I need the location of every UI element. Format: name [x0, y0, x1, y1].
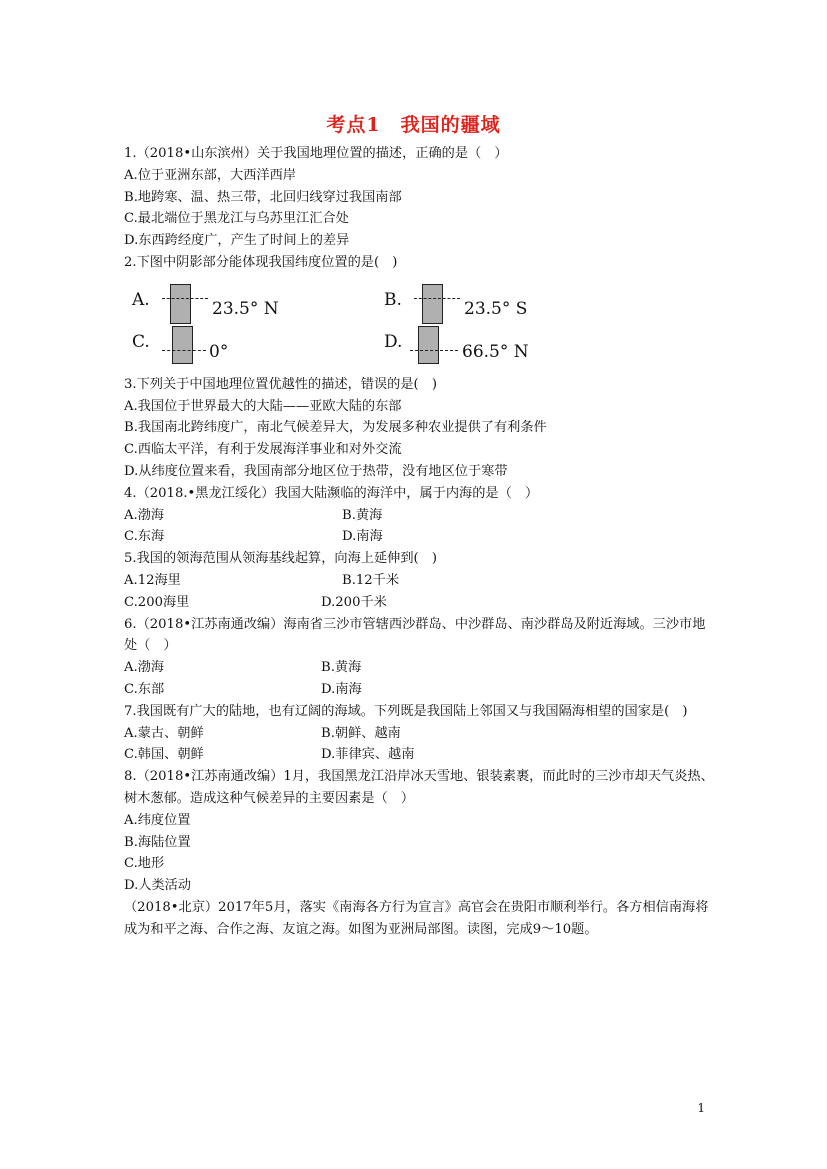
figure-a-latitude-line: [162, 298, 208, 299]
figure-option-c: [132, 326, 382, 376]
question-6-option-b: B.黄海: [321, 660, 362, 676]
question-1-option-c: C.最北端位于黑龙江与乌苏里江汇合处: [124, 211, 349, 227]
figure-b-letter: B.: [384, 289, 402, 310]
figure-option-d: [384, 326, 634, 376]
question-7-option-d: D.菲律宾、越南: [321, 747, 415, 763]
question-5-option-c: C.200海里: [124, 594, 190, 610]
question-3-option-b: B.我国南北跨纬度广，南北气候差异大，为发展多种农业提供了有利条件: [124, 420, 547, 436]
question-list: [124, 143, 714, 941]
question-7-option-c: C.韩国、朝鲜: [124, 747, 204, 763]
question-4-option-a: A.渤海: [124, 507, 165, 523]
latitude-figure: [124, 274, 714, 374]
page-number: 1: [697, 1101, 705, 1115]
question-1-stem: 1.（2018•山东滨州）关于我国地理位置的描述，正确的是（ ）: [124, 146, 508, 161]
question-3-stem: 3.下列关于中国地理位置优越性的描述，错误的是( ): [124, 376, 437, 392]
question-5-options-row-1: [124, 570, 714, 592]
question-8-option-b: B.海陆位置: [124, 834, 191, 850]
question-8-option-d: D.人类活动: [124, 878, 192, 894]
question-3-option-a: A.我国位于世界最大的大陆——亚欧大陆的东部: [124, 398, 402, 414]
figure-a-shaded-bar: [170, 284, 191, 324]
figure-c-shaded-bar: [172, 326, 193, 364]
question-6-stem: 6.（2018•江苏南通改编）海南省三沙市管辖西沙群岛、中沙群岛、南沙群岛及附近海域。三沙市地处（ ）: [124, 616, 706, 654]
question-7-option-b: B.朝鲜、越南: [321, 725, 401, 741]
page-title: 考点1 我国的疆域: [326, 114, 501, 136]
figure-c-latitude-line: [162, 350, 206, 351]
question-4-option-c: C.东海: [124, 529, 165, 545]
question-6-options-row-2: [124, 679, 714, 701]
figure-a-latitude-label: 23.5° N: [212, 298, 279, 319]
question-7-option-a: A.蒙古、朝鲜: [124, 725, 204, 741]
question-1-option-d: D.东西跨经度广，产生了时间上的差异: [124, 233, 350, 249]
question-8-option-a: A.纬度位置: [124, 812, 191, 828]
question-5-option-b: B.12千米: [342, 572, 400, 588]
question-8-stem: 8.（2018•江苏南通改编）1月，我国黑龙江沿岸冰天雪地、银装素裹，而此时的三沙市却天气炎热、树木葱郁。造成这种气候差异的主要因素是（ ）: [124, 769, 714, 806]
question-1-option-a: A.位于亚洲东部，大西洋西岸: [124, 167, 296, 183]
question-5-option-d: D.200千米: [321, 594, 387, 610]
question-4-options-row-2: [124, 526, 714, 548]
question-4-option-d: D.南海: [342, 529, 383, 545]
question-2-stem: 2.下图中阴影部分能体现我国纬度位置的是( ): [124, 254, 398, 270]
figure-b-latitude-label: 23.5° S: [464, 298, 528, 319]
question-4-options-row-1: [124, 505, 714, 527]
figure-d-latitude-line: [410, 350, 458, 351]
question-4-stem: 4.（2018.•黑龙江绥化）我国大陆濒临的海洋中，属于内海的是（ ）: [124, 485, 539, 501]
question-7-options-row-1: [124, 723, 714, 745]
figure-c-letter: C.: [132, 331, 150, 352]
question-6-option-a: A.渤海: [124, 660, 165, 676]
figure-b-shaded-bar: [422, 284, 443, 324]
question-8-option-c: C.地形: [124, 856, 165, 872]
question-7-stem: 7.我国既有广大的陆地，也有辽阔的海域。下列既是我国陆上邻国又与我国隔海相望的国家是( ): [124, 703, 688, 719]
question-6-option-c: C.东部: [124, 681, 165, 697]
question-6-options-row-1: [124, 657, 714, 679]
question-5-options-row-2: [124, 592, 714, 614]
figure-d-latitude-label: 66.5° N: [462, 341, 529, 362]
question-5-option-a: A.12海里: [124, 572, 181, 588]
figure-c-latitude-label: 0°: [209, 341, 229, 362]
question-7-options-row-2: [124, 744, 714, 766]
question-3-option-d: D.从纬度位置来看，我国南部分地区位于热带，没有地区位于寒带: [124, 463, 508, 479]
question-3-option-c: C.西临太平洋，有利于发展海洋事业和对外交流: [124, 442, 402, 458]
question-5-stem: 5.我国的领海范围从领海基线起算，向海上延伸到( ): [124, 551, 437, 567]
figure-d-letter: D.: [384, 331, 403, 352]
figure-b-latitude-line: [414, 298, 460, 299]
figure-d-shaded-bar: [418, 326, 439, 364]
figure-a-letter: A.: [132, 289, 150, 310]
question-6-option-d: D.南海: [321, 681, 362, 697]
question-4-option-b: B.黄海: [342, 507, 383, 523]
reading-passage: （2018•北京）2017年5月，落实《南海各方行为宣言》高官会在贵阳市顺利举行。各方相信南海将成为和平之海、合作之海、友谊之海。如图为亚洲局部图。读图，完成9～10题。: [124, 899, 709, 937]
question-1-option-b: B.地跨寒、温、热三带，北回归线穿过我国南部: [124, 189, 402, 205]
